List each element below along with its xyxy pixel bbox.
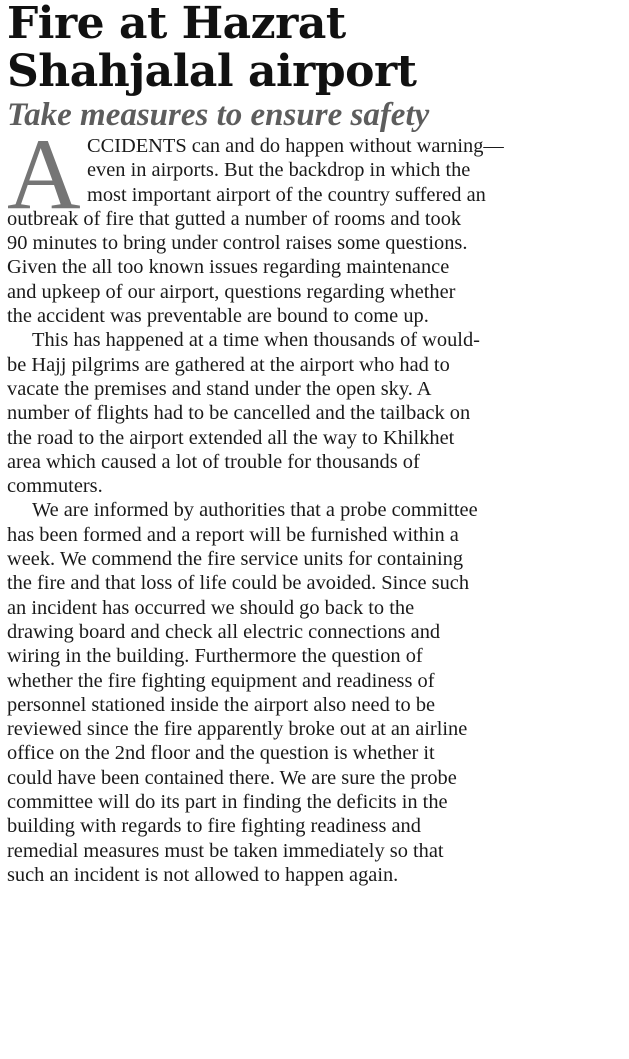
body-line: commuters. [7, 475, 103, 498]
body-line: vacate the premises and stand under the open sky. A [7, 377, 432, 400]
body-line: even in airports. But the backdrop in which the [87, 159, 471, 182]
body-line: the fire and that loss of life could be avoided. Since such [7, 572, 470, 595]
body-line: has been formed and a report will be furnished within a [7, 523, 459, 546]
body-line: area which caused a lot of trouble for thousands of [7, 450, 420, 473]
body-line: office on the 2nd floor and the question is whether it [7, 742, 435, 765]
body-line: and upkeep of our airport, questions regarding whether [7, 280, 456, 303]
drop-cap: A [7, 118, 81, 231]
body-line: remedial measures must be taken immediately so that [7, 839, 444, 862]
paragraph-2 [7, 328, 619, 498]
body-line: Given the all too known issues regarding maintenance [7, 256, 450, 279]
body-line: building with regards to fire fighting readiness and [7, 815, 421, 838]
article-body [7, 118, 619, 887]
paragraph-3 [7, 498, 619, 887]
headline [7, 0, 619, 96]
body-line: This has happened at a time when thousands of would- [32, 329, 480, 352]
body-line: committee will do its part in finding the deficits in the [7, 791, 448, 814]
body-line: whether the fire fighting equipment and readiness of [7, 669, 435, 692]
body-line: We are informed by authorities that a probe committee [32, 499, 478, 522]
body-line: most important airport of the country suffered an [87, 183, 486, 206]
body-line: personnel stationed inside the airport also need to be [7, 693, 436, 716]
body-line: outbreak of fire that gutted a number of rooms and took [7, 207, 462, 230]
kicker-subheading: Take measures to ensure safety [7, 97, 430, 133]
body-line: an incident has occurred we should go back to the [7, 596, 415, 619]
body-line: reviewed since the fire apparently broke out at an airline [7, 718, 468, 741]
body-line: the road to the airport extended all the way to Khilkhet [7, 426, 455, 449]
lead-paragraph [7, 118, 619, 328]
body-line: the accident was preventable are bound to come up. [7, 305, 429, 328]
body-line: be Hajj pilgrims are gathered at the airport who had to [7, 353, 450, 376]
headline-line-2: Shahjalal airport [7, 46, 417, 97]
body-line: drawing board and check all electric connections and [7, 620, 441, 643]
editorial-article [7, 0, 619, 887]
headline-line-1: Fire at Hazrat [7, 0, 346, 49]
body-line: number of flights had to be cancelled and the tailback on [7, 402, 471, 425]
body-line: wiring in the building. Furthermore the question of [7, 645, 423, 668]
body-line: could have been contained there. We are sure the probe [7, 766, 457, 789]
body-line: 90 minutes to bring under control raises some questions. [7, 232, 468, 255]
body-line: week. We commend the fire service units for containing [7, 548, 464, 571]
body-line: such an incident is not allowed to happen again. [7, 863, 399, 886]
body-line: CCIDENTS can and do happen without warning— [87, 135, 504, 157]
